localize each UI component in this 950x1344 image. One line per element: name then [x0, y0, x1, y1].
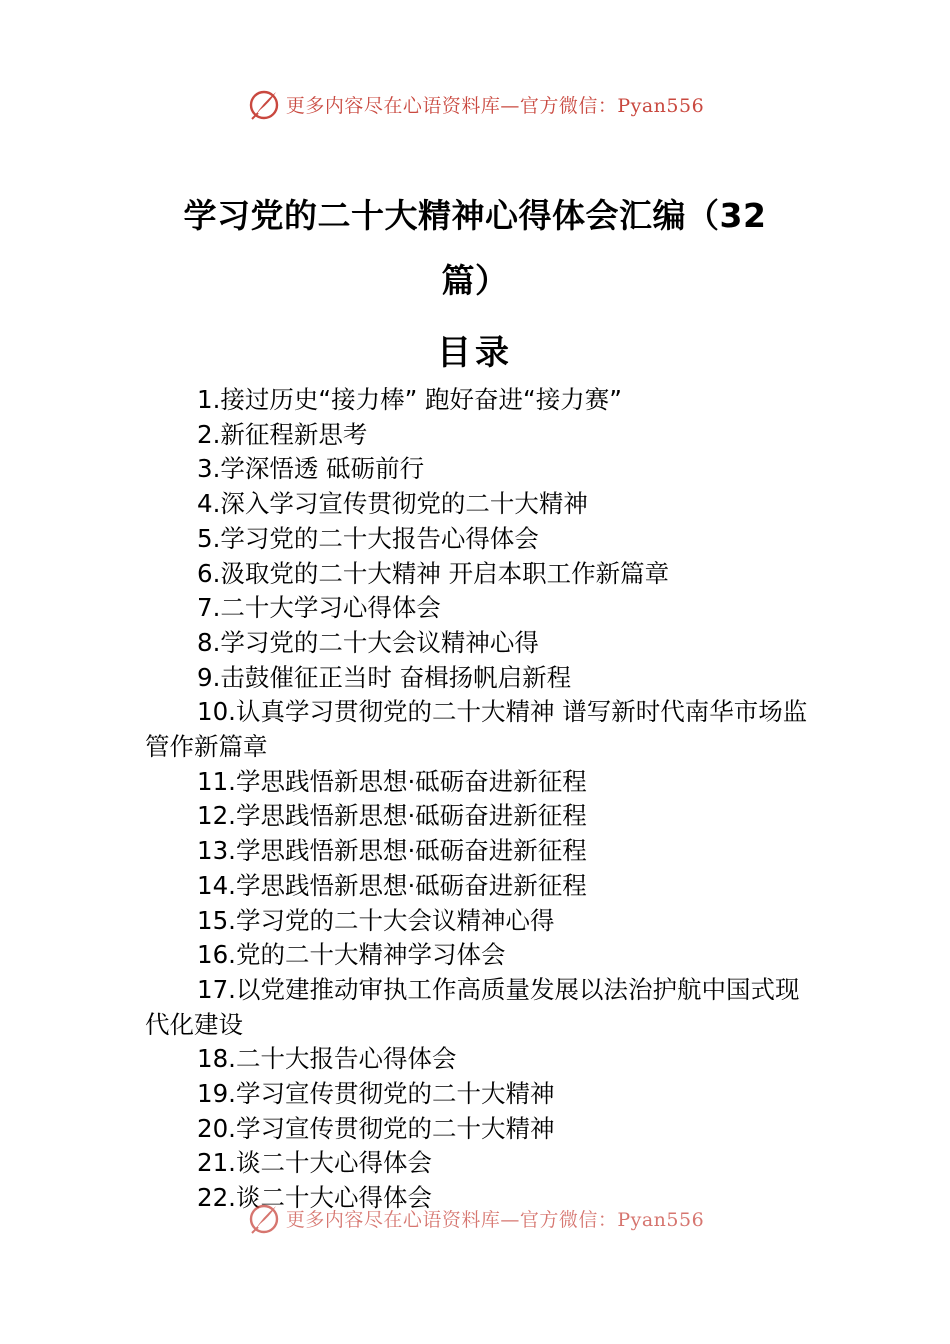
- toc-item: 2.新征程新思考: [197, 419, 368, 449]
- toc-item: 1.接过历史“接力棒” 跑好奋进“接力赛”: [197, 385, 622, 414]
- toc-item: 4.深入学习宣传贯彻党的二十大精神: [197, 489, 588, 519]
- table-of-contents: [145, 383, 810, 1216]
- quill-logo-icon: [246, 86, 282, 122]
- watermark-text: 更多内容尽在心语资料库—官方微信：Pyan556: [285, 1208, 705, 1231]
- toc-item: 21.谈二十大心得体会: [197, 1148, 432, 1178]
- toc-item: 16.党的二十大精神学习体会: [197, 940, 506, 970]
- toc-item: 10.认真学习贯彻党的二十大精神 谱写新时代南华市场监管作新篇章: [145, 697, 808, 762]
- quill-logo-icon: [246, 1203, 282, 1236]
- watermark-footer: [0, 1203, 950, 1239]
- document-title-line-1: 学习党的二十大精神心得体会汇编（32: [183, 196, 767, 235]
- document-title-line-2: 篇）: [441, 261, 509, 300]
- toc-item: 20.学习宣传贯彻党的二十大精神: [197, 1113, 555, 1143]
- toc-item: 18.二十大报告心得体会: [197, 1044, 457, 1074]
- toc-item: 13.学思践悟新思想·砥砺奋进新征程: [197, 836, 587, 866]
- toc-item: 17.以党建推动审执工作高质量发展以法治护航中国式现代化建设: [145, 974, 800, 1039]
- toc-item: 9.击鼓催征正当时 奋楫扬帆启新程: [197, 662, 572, 692]
- toc-item: 14.学思践悟新思想·砥砺奋进新征程: [197, 870, 587, 900]
- toc-item: 8.学习党的二十大会议精神心得: [197, 627, 539, 657]
- toc-item: 22.谈二十大心得体会: [197, 1183, 432, 1213]
- toc-item: 11.学思践悟新思想·砥砺奋进新征程: [197, 766, 587, 796]
- toc-item: 15.学习党的二十大会议精神心得: [197, 905, 555, 935]
- toc-item: 19.学习宣传贯彻党的二十大精神: [197, 1079, 555, 1109]
- watermark-header: [0, 84, 950, 124]
- toc-item: 5.学习党的二十大报告心得体会: [197, 523, 539, 553]
- toc-heading: 目录: [437, 333, 513, 373]
- toc-item: 3.学深悟透 砥砺前行: [197, 454, 425, 484]
- toc-item: 12.学思践悟新思想·砥砺奋进新征程: [197, 801, 587, 831]
- watermark-text: 更多内容尽在心语资料库—官方微信：Pyan556: [285, 94, 705, 117]
- toc-item: 7.二十大学习心得体会: [197, 593, 441, 623]
- toc-item: 6.汲取党的二十大精神 开启本职工作新篇章: [197, 558, 670, 588]
